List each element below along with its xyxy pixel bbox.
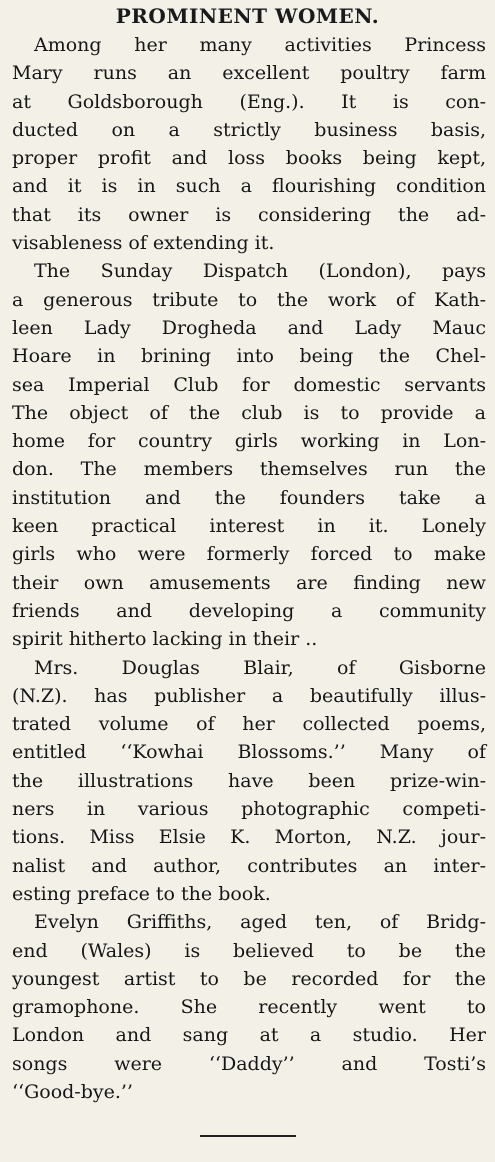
text-line: ducted on a strictly business basis, — [12, 118, 486, 141]
text-line: Hoare in brining into being the Chel- — [12, 345, 486, 368]
text-line: ners in various photographic competi- — [12, 798, 486, 821]
text-line: tions. Miss Elsie K. Morton, N.Z. jour- — [12, 826, 486, 849]
text-line: esting preface to the book. — [12, 882, 271, 905]
text-line: Evelyn Griffiths, aged ten, of Bridg- — [34, 911, 486, 934]
paragraph-princess-mary — [12, 31, 486, 257]
text-line: the illustrations have been prize-win- — [12, 769, 486, 792]
text-line: ‘‘Good-bye.’’ — [12, 1080, 133, 1103]
text-line: Among her many activities Princess — [34, 34, 486, 56]
text-line: London and sang at a studio. Her — [12, 1024, 486, 1047]
article-body — [12, 31, 486, 1106]
paragraph-evelyn-griffiths — [12, 908, 486, 1106]
text-line: and it is in such a flourishing condition — [12, 175, 486, 198]
text-line: songs were ‘‘Daddy’’ and Tosti’s — [12, 1052, 486, 1075]
end-rule — [200, 1135, 296, 1137]
text-line: keen practical interest in it. Lonely — [12, 515, 486, 538]
text-line: visableness of extending it. — [12, 232, 275, 255]
text-line: end (Wales) is believed to be the — [12, 939, 486, 962]
text-line: spirit hitherto lacking in their .. — [12, 628, 318, 651]
text-line: girls who were formerly forced to make — [12, 543, 486, 566]
text-line: proper profit and loss books being kept, — [12, 147, 486, 170]
text-line: gramophone. She recently went to — [12, 996, 486, 1019]
text-line: The object of the club is to provide a — [12, 401, 486, 424]
text-line: Mrs. Douglas Blair, of Gisborne — [34, 656, 486, 679]
text-line: home for country girls working in Lon- — [12, 430, 486, 453]
text-line: sea Imperial Club for domestic servants — [12, 373, 486, 396]
headline: PROMINENT WOMEN. — [115, 4, 380, 28]
text-line: friends and developing a community — [12, 599, 486, 622]
text-line: entitled ‘‘Kowhai Blossoms.’’ Many of — [12, 741, 486, 764]
paragraph-chelsea-club — [12, 257, 486, 653]
text-line: at Goldsborough (Eng.). It is con- — [12, 90, 486, 113]
paragraph-douglas-blair — [12, 654, 486, 909]
text-line: institution and the founders take a — [12, 486, 486, 509]
text-line: youngest artist to be recorded for the — [12, 967, 486, 990]
text-line: a generous tribute to the work of Kath- — [12, 288, 486, 311]
text-line: leen Lady Drogheda and Lady Mauc — [12, 316, 486, 339]
text-line: don. The members themselves run the — [12, 458, 486, 481]
text-line: The Sunday Dispatch (London), pays — [34, 260, 486, 283]
text-line: that its owner is considering the ad- — [12, 203, 486, 226]
text-line: trated volume of her collected poems, — [12, 713, 486, 736]
text-line: Mary runs an excellent poultry farm — [12, 62, 486, 85]
text-line: nalist and author, contributes an inter- — [12, 854, 486, 877]
text-line: their own amusements are finding new — [12, 571, 486, 594]
text-line: (N.Z). has publisher a beautifully illus- — [12, 684, 486, 707]
